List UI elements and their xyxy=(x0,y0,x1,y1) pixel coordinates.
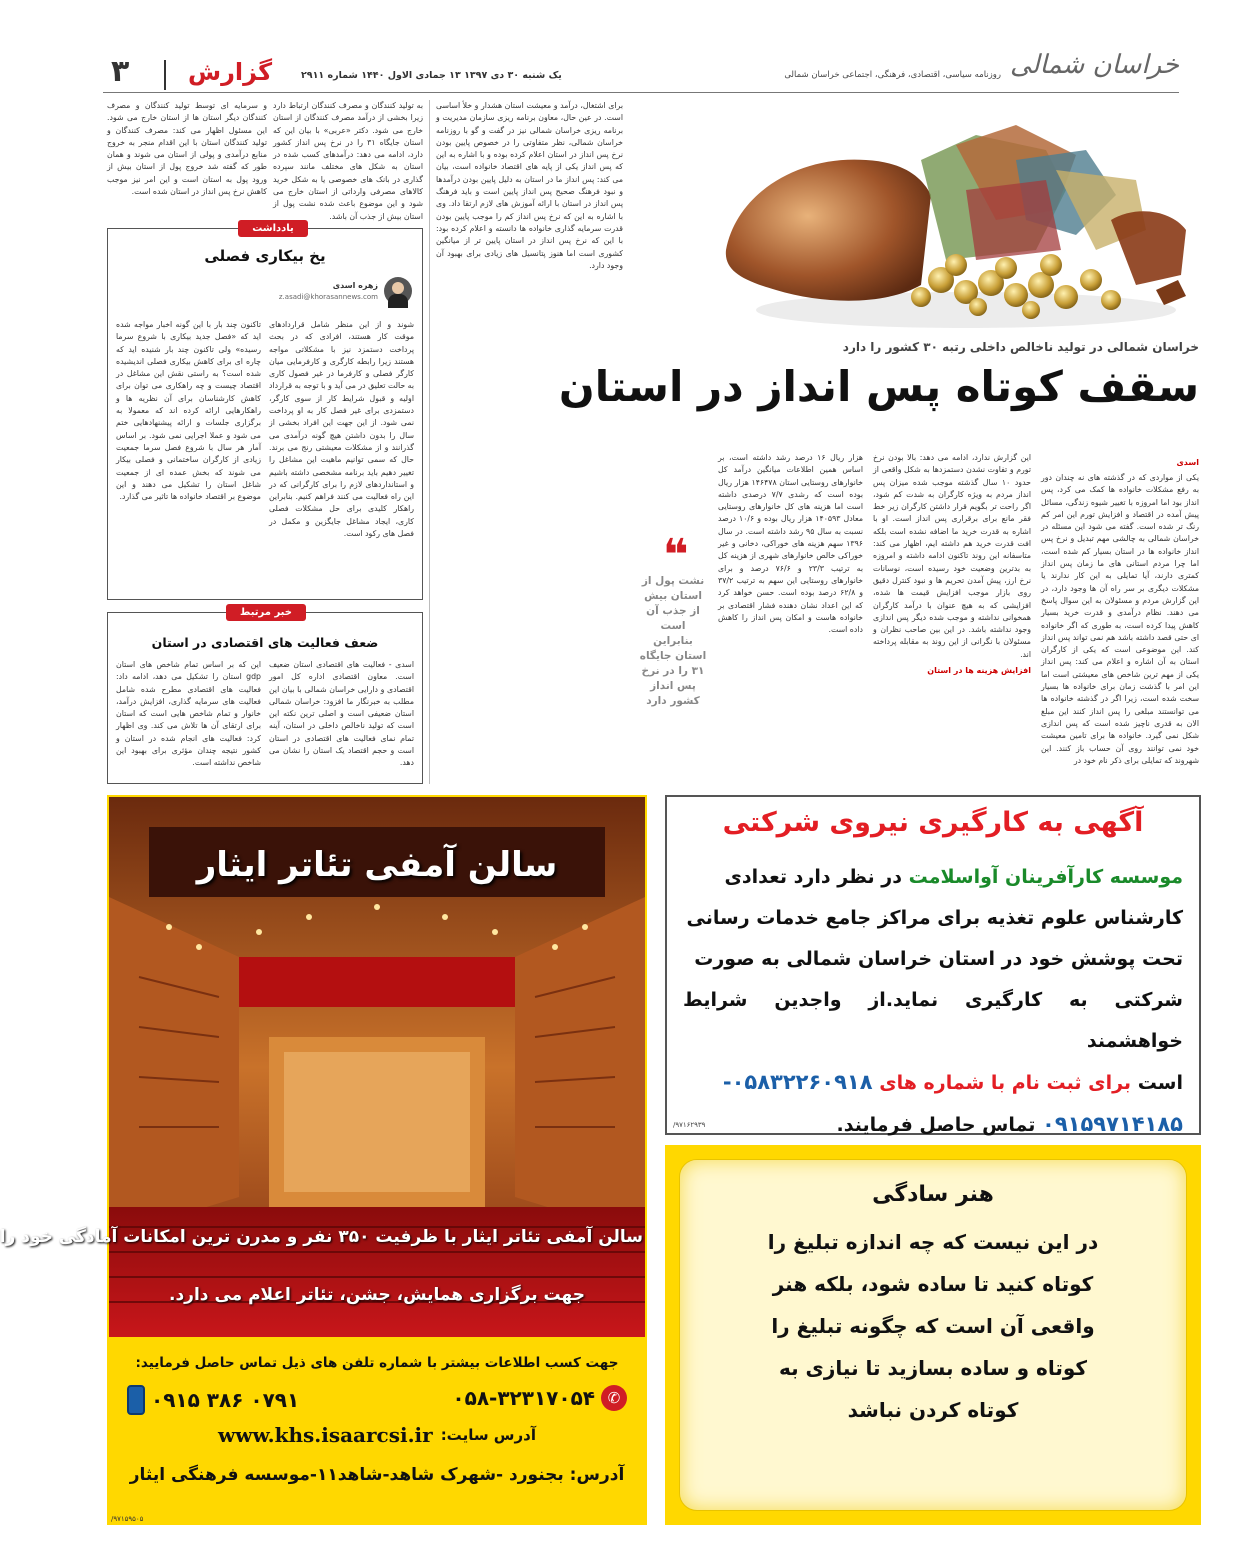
story-author: اسدی xyxy=(1176,458,1199,467)
related-body-right: اسدی - فعالیت های اقتصادی استان ضعیف است. معاون اقتصادی اداره کل امور اقتصادی و دارایی خراسان شمالی با بیان این مطلب به خبرنگار ما افزود: خراسان شمالی استان ضعیفی است و اصلی ترین نکته این است که تولید ناخالص داخلی در استان، آینه تمام نمای فعالیت های اقتصادی در استان است و حجم اقتصاد یک استان را نشان می دهد. xyxy=(269,660,414,768)
quote-line-5: کوتاه کردن نباشد xyxy=(847,1398,1019,1422)
phone-landline xyxy=(452,1385,627,1411)
hiring-text xyxy=(683,857,1183,1146)
opinion-email: z.asadi@khorasannews.com xyxy=(278,293,378,301)
story-kicker: خراسان شمالی در تولید ناخالص داخلی رتبه ۳۰ کشور را دارد xyxy=(842,340,1199,354)
quote-mark-icon: ❝ xyxy=(663,530,689,581)
story-col-3: هزار ریال ۱۶ درصد رشد داشته است، بر اساس همین اطلاعات میانگین درآمد کل خانوارهای روستایی استان ۱۴۶۴۷۸ هزار ریال بوده است که رشدی ۷/۷ درصدی داشته است اما هزینه های کل خانوارهای روستایی معادل ۱۴۰۵۹۳ هزار ریال بوده و ۱۰/۶ درصد نسبت به سال ۹۵ رشد داشته است. در سال ۱۳۹۶ سهم هزینه های خوراکی، دخانی و غیر خوراکی خالص خانوارهای شهری از هزینه کل به ترتیب ۲۳/۳ و ۷۶/۶ درصد و برای خانوارهای روستایی این سهم به ترتیب ۳۷/۲ و ۶۲/۸ درصد بوده است. حسن خواهد کرد که این اعداد نشان دهنده فشار اقتصادی بر خانواده هاست و امکان پس انداز را کاهش داده است. xyxy=(718,453,864,635)
landline-icon: ✆ xyxy=(601,1385,627,1411)
newspaper-logo xyxy=(1004,50,1179,90)
date-issue: یک شنبه ۳۰ دی ۱۳۹۷ ۱۳ جمادی الاول ۱۴۴۰ شماره ۲۹۱۱ xyxy=(301,70,562,81)
hiring-line-1: در نظر دارد تعدادی xyxy=(724,866,902,888)
quote-line-3: واقعی آن است که چگونه تبلیغ را xyxy=(771,1314,1095,1338)
logo-text: خراسان شمالی xyxy=(1009,50,1179,80)
quote-title: هنر سادگی xyxy=(872,1182,994,1207)
opinion-body-left: تاکنون چند بار با این گونه اخبار مواجه شده اید که «فصل جدید بیکاری با شروع سرما رسیده» ولی تاکنون چند بار شنیده اید که چاره ای برای کاهش بیکاری فصلی اندیشیده شده است؟ به راستی نقش این مشاغل در اقتصاد چیست و چه راهکاری می توان برای کاهش کارشناسان برای آن نظریه ها و راهکارهایی ارائه کرده اند که معمولا به برگزاری جلسات و ارائه پیشنهادهایی ختم می شود و عملا اجرایی نمی شود. بر اساس آمار هر سال با شروع فصل سرما جمعیت زیادی از کارگران ساختمانی و فصلی بیکار می شوند که بخش عمده ای از جمعیت شاغل استان را تشکیل می دهند و این موضوع بر اقتصاد خانواده ها تاثیر می گذارد. xyxy=(116,320,261,502)
hiring-line-6: تماس حاصل فرمایند. xyxy=(836,1114,1036,1136)
hiring-phone-2: ۰۹۱۵۹۷۱۴۱۸۵ xyxy=(1042,1112,1183,1136)
landline-number: ۰۵۸-۳۲۳۱۷۰۵۴ xyxy=(452,1386,595,1410)
hiring-ad-code: ۹۷۱۶۲۹۳۹/ xyxy=(673,1121,706,1129)
story-headline: سقف کوتاه پس انداز در استان xyxy=(558,362,1199,411)
pull-quote: نشت پول از استان بیش از جذب آن است بنابراین استان جایگاه ۳۱ را در نرخ پس انداز کشور دارد xyxy=(639,575,707,707)
middle-col-1: برای اشتغال، درآمد و معیشت استان هشدار و خلأ اساسی است. در عین حال، معاون برنامه ریزی سازمان مدیریت و برنامه ریزی خراسان شمالی نیز در گفت و گو با روزنامه خراسان شمالی، نظر متفاوتی را در خصوص پایین بودن نرخ پس انداز در استان اعلام کرده بوده و با اشاره به این که پس انداز یکی از پایه های اقتصاد خانواده است، بیان می کند: پس انداز ما در استان به دلیل پایین بودن درآمدها و نبود فرهنگ صحیح پس انداز پایین است و باید فرهنگ پس انداز در استان با ارائه آموزش های لازم ارتقا داد. وی با اشاره به این که نرخ پس انداز کم را موجب پایین بودن قدرت سرمایه گذاری خانواده ها دانسته و اعلام کرده بود: با این که نرخ پس انداز در استان پایین تر از میانگین کشوری است اما هنوز پتانسیل های زیادی برای بهبود آن وجود دارد. xyxy=(436,101,623,270)
website-row xyxy=(107,1423,647,1447)
related-title: ضعف فعالیت های اقتصادی در استان xyxy=(151,635,379,650)
middle-col-3: و سرمایه ای توسط تولید کنندگان و مصرف کنندگان دیگر استان ها از استان خارج می شود. این مسئول اظهار می کند: مصرف کنندگان و تولید کنندگان استان با این اقدام منجر به خروج منابع درآمدی و پولی از استان می شوند و همان طور که گفته شد خروج پول از استان بیش از ورود پول به استان است و این امر نیز موجب کاهش نرخ پس انداز در استان شده است. xyxy=(107,101,267,197)
opinion-body-right: شوند و از این منظر شامل قراردادهای موقت کار هستند، افرادی که در بحث پرداخت دستمزد نیز با مشکلاتی مواجه هستند زیرا رابطه کارگری و کارفرمایی میان کارگر فصلی و کارفرما در غیر فصول کاری به حالت تعلیق در می آید و با توجه به قرارداد اولیه و قبول شرایط کار از سوی کارگر، دستمزدی برای غیر فصل کار به او پرداخت نمی شود. از این جهت این افراد بخشی از سال را بدون داشتن هیچ گونه درآمدی می گذرانند و از مشکلات معیشتی رنج می برند. حال که سمی توانیم ماهیت این مشاغل را تغییر دهیم باید برنامه مشخصی داشته باشیم و استانداردهای لازم را برای کارگرانی که در این راه فعالیت می کنند فراهم کنیم. بنابراین راهکار کلیدی برای حل مشکلات فصلی کاری، ایجاد مشاغل جایگزین و مکمل در فصل های رکود است. xyxy=(269,320,414,539)
hiring-line-4: شرکتی به کارگیری نماید.از واجدین شرایط خواهشمند xyxy=(683,989,1183,1052)
theater-address: آدرس: بجنورد -شهرک شاهد-شاهد۱۱-موسسه فرهنگی ایثار xyxy=(129,1465,625,1485)
story-col-1: یکی از مواردی که در گذشته های نه چندان دور به رفع مشکلات خانواده ها کمک می کرد، پس انداز بود اما امروزه با تغییر شیوه زندگی، مسائل پیش آمده در اقتصاد و افزایش تورم این امر کم رنگ تر شده است. گفته می شود این مسئله در خراسان شمالی به چالشی مهم تبدیل و نرخ پس انداز خانواده ها در استان بسیار کم شده است، اما چرا مردم استانی های ما زمان پس انداز کمتری دارند، آیا تمایلی به این کار ندارند یا مشکلات دیگری بر سر راه آن ها وجود دارد، در این گزارش مردم و مسئولان به این سوال پاسخ می دهند. نظام درآمدی و قدرت خرید بسیار کاهش پیدا کرده است، به طوری که اگر خانواده ای حتی قصد داشته باشد هم نمی تواند پس انداز کند. این موضوعی است که یکی از کارگران استان به آن اشاره و اعلام می کند: پس انداز یکی از مهم ترین شاخص های معیشتی است اما این امر با گذشت زمان برای خانواده ها بسیار سخت شده است، زیرا اگر در گذشته خانواده ها می توانستند مبلغی را پس انداز کنند این مبلغ الان به قدری ناچیز شده است که پس اندازی شکل نمی گیرد. خانواده ها برای تامین معیشت خود نمی توانند روی آن حساب باز کنند. این شهروند که تمایلی برای ذکر نام خود در xyxy=(1041,473,1199,765)
opinion-box xyxy=(107,223,423,600)
mobile-icon xyxy=(127,1385,145,1415)
hiring-line-2: کارشناس علوم تغذیه برای مراکز جامع خدمات رسانی xyxy=(686,907,1183,929)
hiring-company: موسسه کارآفرینان آواسلامت xyxy=(908,866,1183,888)
hiring-register: برای ثبت نام با شماره های xyxy=(879,1072,1132,1094)
hiring-phone-1: ۰۵۸۳۲۲۶۰۹۱۸- xyxy=(722,1070,873,1094)
column-rule xyxy=(429,100,430,784)
ad-theater xyxy=(0,795,647,1525)
opinion-badge: یادداشت xyxy=(238,220,308,237)
story-subhead: افزایش هزینه ها در استان xyxy=(927,666,1031,676)
quote-line-2: کوتاه کنید تا ساده شود، بلکه هنر xyxy=(772,1272,1094,1296)
logo-tagline: روزنامه سیاسی، اقتصادی، فرهنگی، اجتماعی خراسان شمالی xyxy=(784,70,1001,80)
quote-line-4: کوتاه و ساده بسازید تا نیازی به xyxy=(778,1356,1088,1380)
theater-title: سالن آمفی تئاتر ایثار xyxy=(196,845,558,885)
theater-info: جهت کسب اطلاعات بیشتر با شماره تلفن های ذیل تماس حاصل فرمایید: xyxy=(135,1355,619,1371)
page-number: ۳ xyxy=(111,54,130,89)
story-col-2: این گزارش ندارد، ادامه می دهد: بالا بودن نرخ تورم و تفاوت نشدن دستمزدها به شکل واقعی از حدود ۱۰ سال گذشته موجب شده میزان پس انداز مردم به ویژه کارگران به شدت کم شود، اگر راحت تر بگویم قرار داشتن کارگران زیر خط فقر مانع برای برقراری پس انداز است. او با اشاره به قدرت خرید ما اضافه نشده است بلکه افت قدرت خرید هم داشته ایم، اظهار می کند: متاسفانه این روند تاکنون ادامه داشته و امروزه به بدترین وضعیت خود رسیده است، نوسانات نرخ ارز، پیش آمدن تحریم ها و نبود کنترل دقیق روی بازار موجب افزایش قیمت ها شده، افزایشی که به هیچ عنوان با درآمد کارگران همخوانی نداشته و موجب شده دیگر پس اندازی وجود نداشته باشد. در این بین صاحب نظران و مسئولان با نگرانی از این روند به مقابله پرداخته اند. افزایش هزینه ها در استان xyxy=(873,452,1031,784)
quote-body xyxy=(680,1221,1186,1431)
related-box xyxy=(107,607,423,784)
mobile-number: ۰۹۱۵ ۳۸۶ ۰۷۹۱ xyxy=(151,1388,300,1412)
ad-quote xyxy=(665,1145,1201,1525)
related-badge: خبر مرتبط xyxy=(226,604,306,621)
hiring-title: آگهی به کارگیری نیروی شرکتی xyxy=(722,807,1144,838)
section-divider xyxy=(164,60,166,90)
ad-hiring xyxy=(665,795,1201,1135)
opinion-author: زهره اسدی xyxy=(332,281,378,290)
masthead xyxy=(41,0,1241,95)
opinion-avatar xyxy=(384,277,412,305)
story-photo xyxy=(716,100,1201,335)
opinion-title: یخ بیکاری فصلی xyxy=(204,247,326,265)
theater-events: جهت برگزاری همایش، جشن، تئاتر اعلام می دارد. xyxy=(169,1285,585,1305)
middle-col-2: به تولید کنندگان و مصرف کنندگان ارتباط دارد زیرا بخشی از درآمد مصرف کنندگان از استان خارج می شود. دکتر «عربی» با بیان این که استان جایگاه ۳۱ را در نرخ پس انداز کشور دارد، ادامه می دهد: درآمدهای کسب شده در استان به شکل های مختلف مانند سپرده گذاری در بانک های خصوصی یا به شکل خرید کالاهای مصرفی وارداتی از استان خارج می شود و این موضوع باعث شده نشت پول از استان بیش از جذب آن باشد. xyxy=(273,101,423,221)
hiring-line-3: تحت پوشش خود در استان خراسان شمالی به صورت xyxy=(694,948,1183,970)
section-label: گزارش xyxy=(188,58,273,86)
related-body-left: این که بر اساس تمام شاخص های استان gdp استان را تشکیل می دهد، ادامه داد: فعالیت های اقتصادی مطرح شده شامل فعالیت های سرمایه گذاری، افزایش درآمد، خانوار و تمام شاخص هایی است که استان برای ارتقای آن ها تلاش می کند. وی اظهار کرد: فعالیت های انجام شده در استان و کشور نتیجه چندان مؤثری برای بهبود این شاخص نداشته است. xyxy=(116,660,261,768)
phone-mobile xyxy=(127,1385,299,1415)
masthead-rule xyxy=(103,92,1179,93)
theater-capacity: سالن آمفی تئاتر ایثار با ظرفیت ۳۵۰ نفر و مدرن ترین امکانات آمادگی خود را xyxy=(0,1227,643,1247)
theater-ad-code: ۹۷۱۵۹۵۰۵/ xyxy=(111,1515,144,1523)
website-label: آدرس سایت: xyxy=(440,1426,536,1444)
hiring-line-5: است xyxy=(1137,1072,1183,1094)
quote-line-1: در این نیست که چه اندازه تبلیغ را xyxy=(767,1230,1099,1254)
website-url[interactable]: www.khs.isaarcsi.ir xyxy=(218,1423,433,1447)
